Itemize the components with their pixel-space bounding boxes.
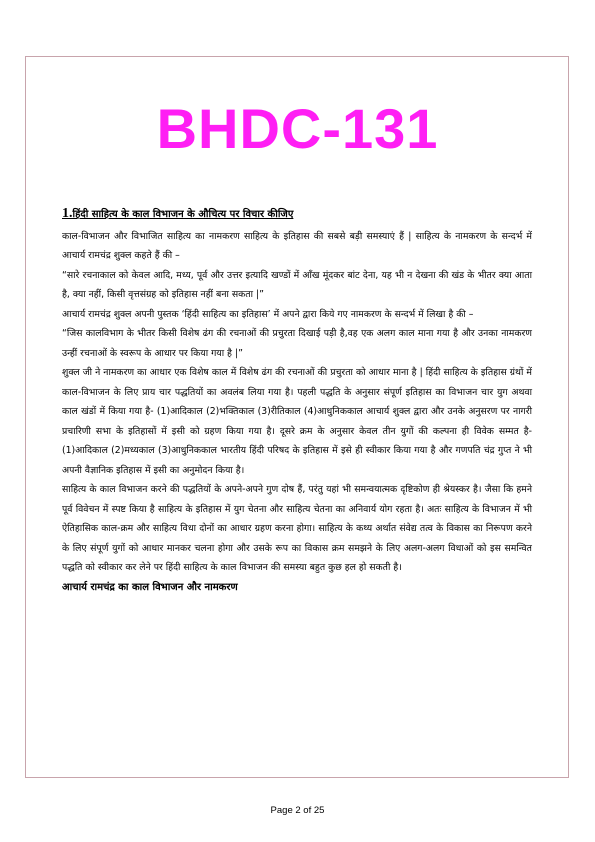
quote-paragraph: “सारे रचनाकाल को केवल आदि, मध्य, पूर्व और उत्तर इत्यादि खण्डों में आँख मूंदकर बांट देना, यह भी न देखना की खंड के भीतर क्या आता है, क्या नहीं, किसी वृत्तसंग्रह को इतिहास नहीं बना सकता |” [62, 269, 532, 300]
paragraph: आचार्य रामचंद्र शुक्ल अपनी पुस्तक ‘हिंदी साहित्य का इतिहास’ में अपने द्वारा किये गए नामकरण के सन्दर्भ में लिखा है की – [62, 308, 474, 320]
page-number: Page 2 of 25 [270, 805, 325, 816]
document-body [62, 204, 532, 597]
paragraph: काल-विभाजन और विभाजित साहित्य का नामकरण साहित्य के इतिहास की सबसे बड़ी समस्याएं हैं | साहित्य के नामकरण के सन्दर्भ में आचार्य रामचंद्र शुक्ल कहते हैं की – [62, 230, 532, 261]
document-title: BHDC-131 [156, 97, 439, 160]
question-number: 1. [62, 206, 73, 221]
quote-paragraph: “जिस कालविभाग के भीतर किसी विशेष ढंग की रचनाओं की प्रचुरता दिखाई पड़ी है,वह एक अलग काल माना गया है और उनका नामकरण उन्हीं रचनाओं के स्वरूप के आधार पर किया गया है |” [62, 328, 532, 359]
section-subheading: आचार्य रामचंद्र का काल विभाजन और नामकरण [62, 581, 238, 593]
question-text: हिंदी साहित्य के काल विभाजन के औचित्य पर विचार कीजिए [72, 209, 294, 220]
paragraph: शुक्ल जी ने नामकरण का आधार एक विशेष काल में विशेष ढंग की रचनाओं की प्रचुरता को आधार माना है | हिंदी साहित्य के इतिहास ग्रंथों में काल-विभाजन के लिए प्राय चार पद्धतियों का अवलंब लिया गया है। पहली पद्धति के अनुसार संपूर्ण इतिहास का विभाजन चार युग अथवा काल खंडों में किया गया है- (1)आदिकाल (2)भक्तिकाल (3)रीतिकाल (4)आधुनिककाल आचार्य शुक्ल द्वारा और उनके अनुसरण पर नागरी प्रचारिणी सभा के इतिहासों में इसी को ग्रहण किया गया है। दूसरे क्रम के अनुसार केवल तीन युगों की कल्पना ही विवेक सम्मत है- (1)आदिकाल (2)मध्यकाल (3)आधुनिककाल भारतीय हिंदी परिषद के इतिहास में इसे ही स्वीकार किया गया है और गणपति चंद्र गुप्त ने भी अपनी वैज्ञानिक इतिहास में इसी का अनुमोदन किया है। [62, 367, 532, 476]
paragraph: साहित्य के काल विभाजन करने की पद्धतियों के अपने-अपने गुण दोष हैं, परंतु यहां भी समन्वयात्मक दृष्टिकोण ही श्रेयस्कर है। जैसा कि हमने पूर्व विवेचन में स्पष्ट किया है साहित्य के इतिहास में युग चेतना और साहित्य चेतना का अनिवार्य योग रहता है। अतः साहित्य के विभाजन में भी ऐतिहासिक काल-क्रम और साहित्य विधा दोनों का आधार ग्रहण करना होगा। साहित्य के कथ्य अर्थात संवेद्य तत्व के विकास का निरूपण करने के लिए संपूर्ण युगों को आधार मानकर चलना होगा और उसके रूप का विकास क्रम समझने के लिए अलग-अलग विधाओं को इस समन्वित पद्धति को स्वीकार कर लेने पर हिंदी साहित्य के काल विभाजन की समस्या बहुत कुछ हल हो सकती है। [62, 484, 532, 573]
question-heading [62, 204, 532, 225]
